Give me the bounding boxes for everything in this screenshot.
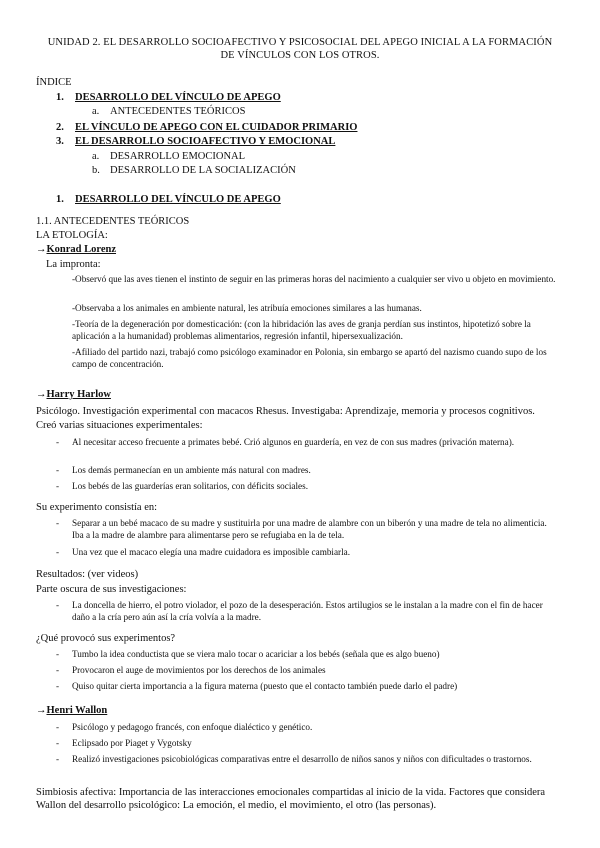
list-item: Los demás permanecían en un ambiente más natural con madres. [72,465,311,475]
list-item: La doncella de hierro, el potro violador, el pozo de la desesperación. Estos artilugios se le instalan a la madre con el fin de hacer daño a la cría pero aún así la cría volvía a la madre. [72,600,543,622]
index-item-num: 3. [56,136,64,147]
list-item: Realizó investigaciones psicobiológicas comparativas entre el desarrollo de niños sanos y niños con dificultades o trastornos. [72,754,532,764]
subsection-heading: 1.1. ANTECEDENTES TEÓRICOS [36,216,190,227]
list-item: Al necesitar acceso frecuente a primates bebé. Crió algunos en guardería, en vez de con sus madres (privación materna). [72,437,515,447]
bullet-dash: - [56,547,60,557]
paragraph: Resultados: (ver videos) [36,569,139,580]
section-num: 1. [56,194,64,205]
bullet-dash: - [56,649,60,659]
impronta-label: La impronta: [46,259,101,270]
list-item: Provocaron el auge de movimientos por los derechos de los animales [72,665,326,675]
author-name: Henri Wallon [46,705,108,716]
bullet-dash: - [56,722,60,732]
index-item-num: b. [92,165,100,176]
index-item-3b[interactable]: DESARROLLO DE LA SOCIALIZACIÓN [110,165,296,176]
author-name: Konrad Lorenz [46,244,117,255]
paragraph: Psicólogo. Investigación experimental con macacos Rhesus. Investigaba: Aprendizaje, memoria y procesos cognitivos. [36,406,535,417]
arrow-icon: → [36,389,47,400]
list-item: Los bebés de las guarderías eran solitarios, con déficits sociales. [72,481,308,491]
document-title: UNIDAD 2. EL DESARROLLO SOCIOAFECTIVO Y PSICOSOCIAL DEL APEGO INICIAL A LA FORMACIÓN DE VÍNCULOS CON LOS OTROS. [47,37,553,61]
index-item-num: 1. [56,92,64,103]
paragraph: ¿Qué provocó sus experimentos? [36,633,176,644]
bullet-dash: - [56,465,60,475]
index-heading: ÍNDICE [36,77,72,88]
bullet-dash: - [56,481,60,491]
index-item-num: 2. [56,122,64,133]
section-heading: DESARROLLO DEL VÍNCULO DE APEGO [75,194,281,205]
author-heading-wallon [36,704,107,717]
author-name: Harry Harlow [46,389,111,400]
paragraph: -Teoría de la degeneración por domesticación: (con la hibridación las aves de granja perdían sus instintos, hipotetizó sobre la aplicación a la humanidad) problemas alimentarios, regresión infantil, hipersexualización. [72,319,531,341]
paragraph: -Afiliado del partido nazi, trabajó como psicólogo examinador en Polonia, sin embargo se apartó del nazismo cuando supo de los campo de concentración. [72,347,547,369]
bullet-dash: - [56,600,60,610]
paragraph: Su experimento consistía en: [36,502,158,513]
index-item-2[interactable]: EL VÍNCULO DE APEGO CON EL CUIDADOR PRIMARIO [75,122,358,133]
bullet-dash: - [56,738,60,748]
list-item: Tumbo la idea conductista que se viera malo tocar o acariciar a los bebés (señala que es algo bueno) [72,649,440,659]
paragraph: -Observó que las aves tienen el instinto de seguir en las primeras horas del nacimiento a cualquier ser vivo u objeto en movimiento. [72,274,556,284]
paragraph: -Observaba a los animales en ambiente natural, les atribuía emociones similares a las humanas. [72,303,422,313]
index-item-1[interactable]: DESARROLLO DEL VÍNCULO DE APEGO [75,92,281,103]
index-item-3[interactable]: EL DESARROLLO SOCIOAFECTIVO Y EMOCIONAL [75,136,336,147]
bullet-dash: - [56,437,60,447]
index-item-num: a. [92,106,100,117]
paragraph-simbiosis: Simbiosis afectiva: Importancia de las interacciones emocionales compartidas al inicio de la vida. Factores que considera Wallon del desarrollo psicológico: La emoción, el medio, el movimiento, el otro (las personas). [36,787,546,811]
list-item: Separar a un bebé macaco de su madre y sustituirla por una madre de alambre con un biberón y una madre de tela no alimenticia. Iba a la madre de alambre para alimentarse pero se refugiaba en la de tela. [72,518,547,540]
list-item: Eclipsado por Piaget y Vygotsky [72,738,192,748]
bullet-dash: - [56,665,60,675]
list-item: Psicólogo y pedagogo francés, con enfoque dialéctico y genético. [72,722,313,732]
arrow-icon: → [36,244,47,255]
list-item: Una vez que el macaco elegía una madre cuidadora es imposible cambiarla. [72,547,351,557]
author-heading-harlow [36,388,111,401]
bullet-dash: - [56,754,60,764]
list-item: Quiso quitar cierta importancia a la figura materna (puesto que el contacto también puede darlo el padre) [72,681,458,691]
paragraph: Creó varias situaciones experimentales: [36,420,203,431]
paragraph: Parte oscura de sus investigaciones: [36,584,187,595]
etologia-heading: LA ETOLOGÍA: [36,230,108,241]
arrow-icon: → [36,705,47,716]
index-item-num: a. [92,151,100,162]
bullet-dash: - [56,518,60,528]
author-heading-lorenz [36,243,116,256]
bullet-dash: - [56,681,60,691]
index-item-1a[interactable]: ANTECEDENTES TEÓRICOS [110,106,246,117]
index-item-3a[interactable]: DESARROLLO EMOCIONAL [110,151,246,162]
